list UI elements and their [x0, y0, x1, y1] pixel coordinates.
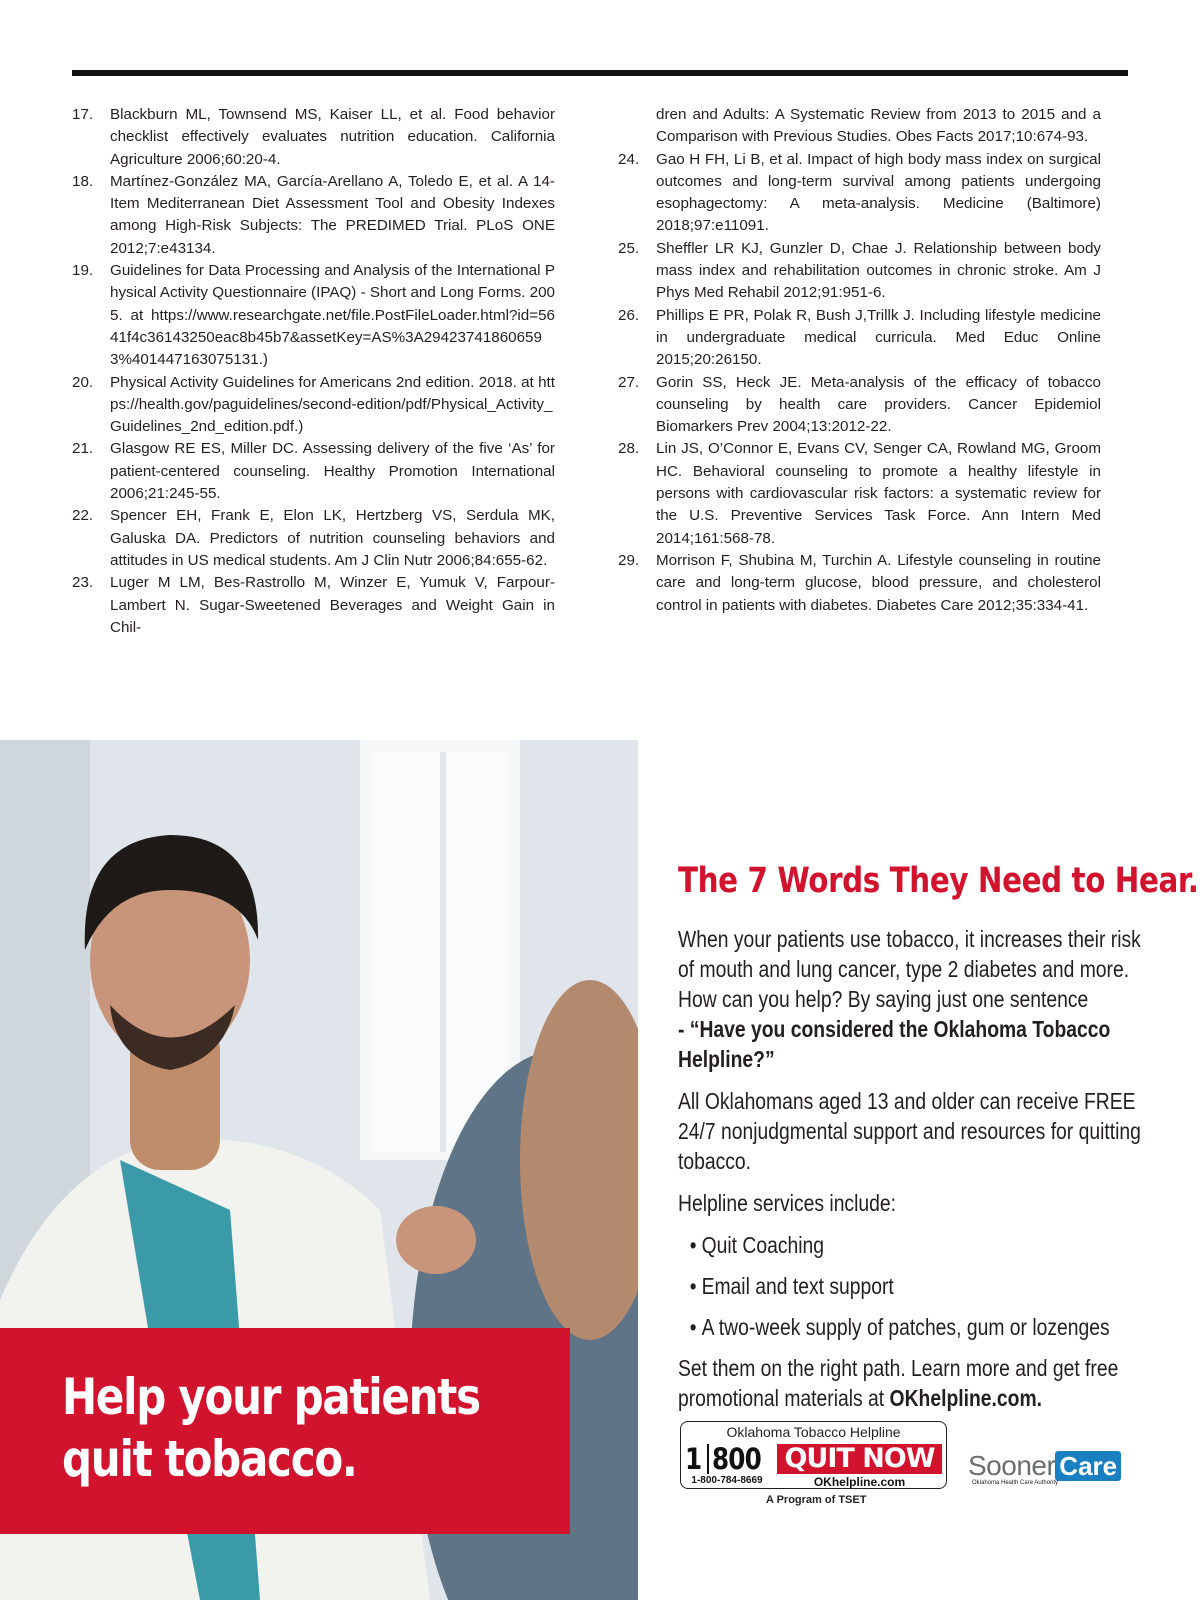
banner-headline-line: Help your patients: [62, 1368, 480, 1426]
reference-item: [72, 572, 555, 639]
reference-number: 27.: [618, 373, 640, 391]
soonercare-logo: [968, 1450, 1143, 1490]
reference-item: [72, 104, 555, 171]
reference-number: 24.: [618, 150, 640, 168]
reference-number: 20.: [72, 373, 94, 391]
helpline-link[interactable]: OKhelpline.com.: [889, 1385, 1042, 1411]
ad-closing-text: Set them on the right path. Learn more and get free promotional materials at: [678, 1355, 1119, 1411]
ad-closing: [678, 1353, 1156, 1413]
reference-item: [72, 372, 555, 439]
reference-text: Lin JS, O’Connor E, Evans CV, Senger CA, Rowland MG, Groom HC. Behavioral counseling to promote a healthy lifestyle in persons with cardiovascular risk factors: a systematic review for the U.S. Preventive Services Task Force. Ann Intern Med 2014;161:568-78.: [656, 440, 1101, 547]
helpline-logo-quit: QUIT NOW: [777, 1444, 942, 1474]
banner-headline: [62, 1366, 480, 1490]
banner-headline-line: quit tobacco.: [62, 1430, 357, 1488]
references-column-left: [72, 104, 555, 639]
ad-title-block: [678, 860, 1199, 902]
reference-text: Sheffler LR KJ, Gunzler D, Chae J. Relationship between body mass index and rehabilitation outcomes in chronic stroke. Am J Phys Med Rehabil 2012;91:951-6.: [656, 239, 1101, 302]
ad-title: The 7 Words They Need to Hear.: [678, 861, 1199, 901]
reference-text: dren and Adults: A Systematic Review from 2013 to 2015 and a Comparison with Previous Studies. Obes Facts 2017;10:674-93.: [656, 106, 1101, 146]
reference-text: Physical Activity Guidelines for Americans 2nd edition. 2018. at https://health.gov/paguidelines/second-edition/pdf/Physical_Activity_Guidelines_2nd_edition.pdf.): [110, 373, 555, 436]
reference-text: Glasgow RE ES, Miller DC. Assessing delivery of the five ‘As’ for patient-centered counseling. Healthy Promotion International 2006;21:245-55.: [110, 440, 555, 503]
soonercare-logo-subtitle: Oklahoma Health Care Authority: [972, 1480, 1059, 1486]
reference-number: 29.: [618, 551, 640, 569]
references-column-right: [618, 104, 1101, 617]
reference-number: 21.: [72, 440, 94, 458]
ad-intro-text: When your patients use tobacco, it increases their risk of mouth and lung cancer, type 2 diabetes and more. How can you help? By saying just one sentence: [678, 926, 1141, 1012]
reference-number: 25.: [618, 239, 640, 257]
helpline-logo-digit: 1: [685, 1442, 702, 1476]
service-item: • Email and text support: [690, 1271, 1156, 1301]
soonercare-logo-care: Care: [1055, 1451, 1121, 1481]
reference-text: Phillips E PR, Polak R, Bush J,Trillk J. Including lifestyle medicine in undergraduate medical curricula. Med Educ Online 2015;20:26150.: [656, 306, 1101, 369]
service-item: • Quit Coaching: [690, 1230, 1156, 1260]
reference-item: [618, 438, 1101, 549]
reference-number: 17.: [72, 106, 94, 123]
ad-intro: [678, 924, 1156, 1074]
reference-item: [72, 260, 555, 371]
reference-number: 19.: [72, 262, 94, 280]
reference-text: Blackburn ML, Townsend MS, Kaiser LL, et al. Food behavior checklist effectively evaluates nutrition education. California Agriculture 2006;60:20-4.: [110, 106, 555, 168]
service-item: • A two-week supply of patches, gum or lozenges: [690, 1312, 1156, 1342]
reference-item: [72, 505, 555, 572]
reference-item: [618, 238, 1101, 305]
helpline-logo-digit: 800: [712, 1442, 762, 1476]
ad-quote: - “Have you considered the Oklahoma Tobacco Helpline?”: [678, 1016, 1111, 1072]
helpline-phone: 1-800-784-8669: [691, 1475, 763, 1486]
ad-body: [678, 924, 1156, 1425]
helpline-logo-name: Oklahoma Tobacco Helpline: [726, 1424, 901, 1440]
tset-tagline: A Program of TSET: [766, 1494, 867, 1506]
reference-text: Luger M LM, Bes-Rastrollo M, Winzer E, Yumuk V, Farpour-Lambert N. Sugar-Sweetened Beverages and Weight Gain in Chil-: [110, 574, 555, 636]
reference-number: 23.: [72, 574, 94, 592]
reference-item: [618, 149, 1101, 238]
helpline-url: OKhelpline.com: [813, 1475, 906, 1489]
helpline-logo-footer: [681, 1475, 946, 1488]
reference-text: Morrison F, Shubina M, Turchin A. Lifestyle counseling in routine care and long-term glucose, blood pressure, and cholesterol control in patients with diabetes. Diabetes Care 2012;35:334-41.: [656, 551, 1101, 614]
helpline-logo-number: [685, 1444, 770, 1474]
reference-item: [72, 438, 555, 505]
reference-number: 22.: [72, 507, 94, 525]
reference-continuation: [618, 104, 1101, 149]
reference-item: [618, 372, 1101, 439]
reference-text: Gorin SS, Heck JE. Meta-analysis of the efficacy of tobacco counseling by health care providers. Cancer Epidemiol Biomarkers Prev 2004;13:2012-22.: [656, 373, 1101, 436]
top-rule: [72, 70, 1128, 76]
ad-eligibility: All Oklahomans aged 13 and older can receive FREE 24/7 nonjudgmental support and resources for quitting tobacco.: [678, 1088, 1141, 1174]
reference-text: Spencer EH, Frank E, Elon LK, Hertzberg VS, Serdula MK, Galuska DA. Predictors of nutrition counseling behaviors and attitudes in US medical students. Am J Clin Nutr 2006;84:655-62.: [110, 507, 555, 569]
reference-number: 18.: [72, 172, 94, 190]
reference-item: [72, 171, 555, 260]
reference-text: Guidelines for Data Processing and Analysis of the International Physical Activity Questionnaire (IPAQ) - Short and Long Forms. 2005. at https://www.researchgate.net/file.PostFileLoader.html?id=5641f4c36143250eac8b45b7&assetKey=AS%3A294237418606593%401447163075131.): [110, 262, 555, 369]
helpline-logo: [680, 1421, 947, 1489]
headline-banner: [0, 1328, 570, 1534]
reference-item: [618, 305, 1101, 372]
reference-number: 28.: [618, 440, 640, 458]
reference-text: Martínez-González MA, García-Arellano A, Toledo E, et al. A 14-Item Mediterranean Diet Assessment Tool and Obesity Indexes among High-Risk Subjects: The PREDIMED Trial. PLoS ONE 2012;7:e43134.: [110, 172, 555, 257]
reference-item: [618, 550, 1101, 617]
reference-number: 26.: [618, 306, 640, 324]
reference-text: Gao H FH, Li B, et al. Impact of high body mass index on surgical outcomes and long-term survival among patients undergoing esophagectomy: A meta-analysis. Medicine (Baltimore) 2018;97:e11091.: [656, 150, 1101, 235]
services-heading: Helpline services include:: [678, 1190, 896, 1216]
helpline-logo-separator: [707, 1444, 709, 1474]
soonercare-logo-word: Sooner: [968, 1450, 1056, 1481]
